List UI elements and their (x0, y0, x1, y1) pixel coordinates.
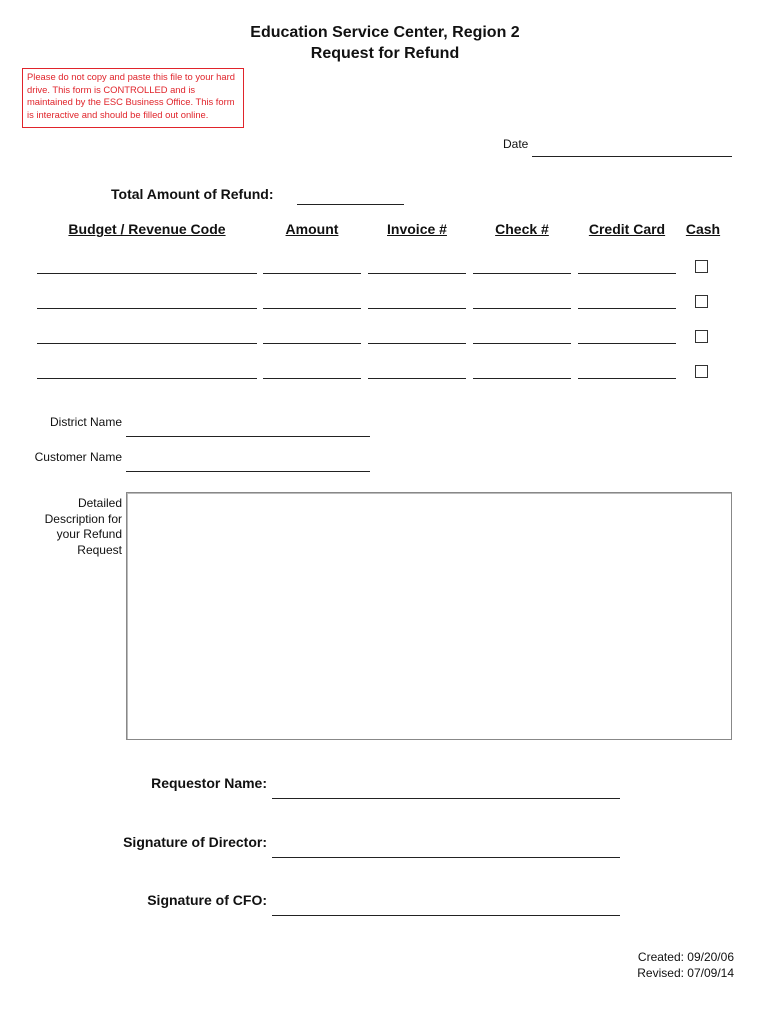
invoice-field[interactable] (368, 257, 466, 274)
controlled-form-notice: Please do not copy and paste this file to your hard drive. This form is CONTROLLED and is maintained by the ESC Business Office. This form is interactive and should be filled out online. (22, 68, 244, 128)
cash-checkbox[interactable] (695, 260, 708, 273)
date-label: Date (503, 137, 529, 151)
col-header-check: Check # (495, 221, 549, 237)
requestor-name-label: Requestor Name: (151, 775, 267, 791)
credit-card-field[interactable] (578, 292, 676, 309)
amount-field[interactable] (263, 327, 361, 344)
invoice-field[interactable] (368, 327, 466, 344)
amount-field[interactable] (263, 292, 361, 309)
amount-field[interactable] (263, 362, 361, 379)
col-header-credit-card: Credit Card (588, 221, 666, 237)
form-subtitle: Request for Refund (310, 45, 460, 62)
form-title: Education Service Center, Region 2 (250, 24, 520, 41)
customer-name-field[interactable] (126, 455, 370, 472)
created-date: Created: 09/20/06 (637, 950, 734, 964)
cash-checkbox[interactable] (695, 295, 708, 308)
budget-code-field[interactable] (37, 362, 257, 379)
credit-card-field[interactable] (578, 362, 676, 379)
invoice-field[interactable] (368, 362, 466, 379)
district-name-label: District Name (49, 415, 122, 429)
col-header-budget-code: Budget / Revenue Code (68, 221, 226, 237)
cfo-signature-label: Signature of CFO: (147, 892, 267, 908)
col-header-invoice: Invoice # (387, 221, 447, 237)
check-field[interactable] (473, 292, 571, 309)
cfo-signature-field[interactable] (272, 899, 620, 916)
cash-checkbox[interactable] (695, 365, 708, 378)
cash-checkbox[interactable] (695, 330, 708, 343)
district-name-field[interactable] (126, 420, 370, 437)
check-field[interactable] (473, 362, 571, 379)
date-field[interactable] (532, 140, 732, 157)
credit-card-field[interactable] (578, 327, 676, 344)
credit-card-field[interactable] (578, 257, 676, 274)
amount-field[interactable] (263, 257, 361, 274)
director-signature-field[interactable] (272, 841, 620, 858)
description-label-line: Description for (44, 511, 122, 526)
col-header-amount: Amount (285, 221, 339, 237)
invoice-field[interactable] (368, 292, 466, 309)
total-refund-label: Total Amount of Refund: (111, 186, 274, 202)
description-label-line: your Refund (56, 527, 122, 541)
budget-code-field[interactable] (37, 292, 257, 309)
check-field[interactable] (473, 327, 571, 344)
customer-name-label: Customer Name (34, 450, 122, 464)
revised-date: Revised: 07/09/14 (637, 966, 734, 980)
description-label (20, 496, 122, 558)
budget-code-field[interactable] (37, 327, 257, 344)
description-label-line: Request (77, 542, 122, 557)
total-refund-field[interactable] (297, 188, 404, 205)
check-field[interactable] (473, 257, 571, 274)
refund-description-textarea[interactable] (126, 492, 732, 740)
requestor-name-field[interactable] (272, 782, 620, 799)
col-header-cash: Cash (685, 221, 721, 237)
description-label-line: Detailed (77, 496, 122, 510)
director-signature-label: Signature of Director: (123, 834, 267, 850)
budget-code-field[interactable] (37, 257, 257, 274)
